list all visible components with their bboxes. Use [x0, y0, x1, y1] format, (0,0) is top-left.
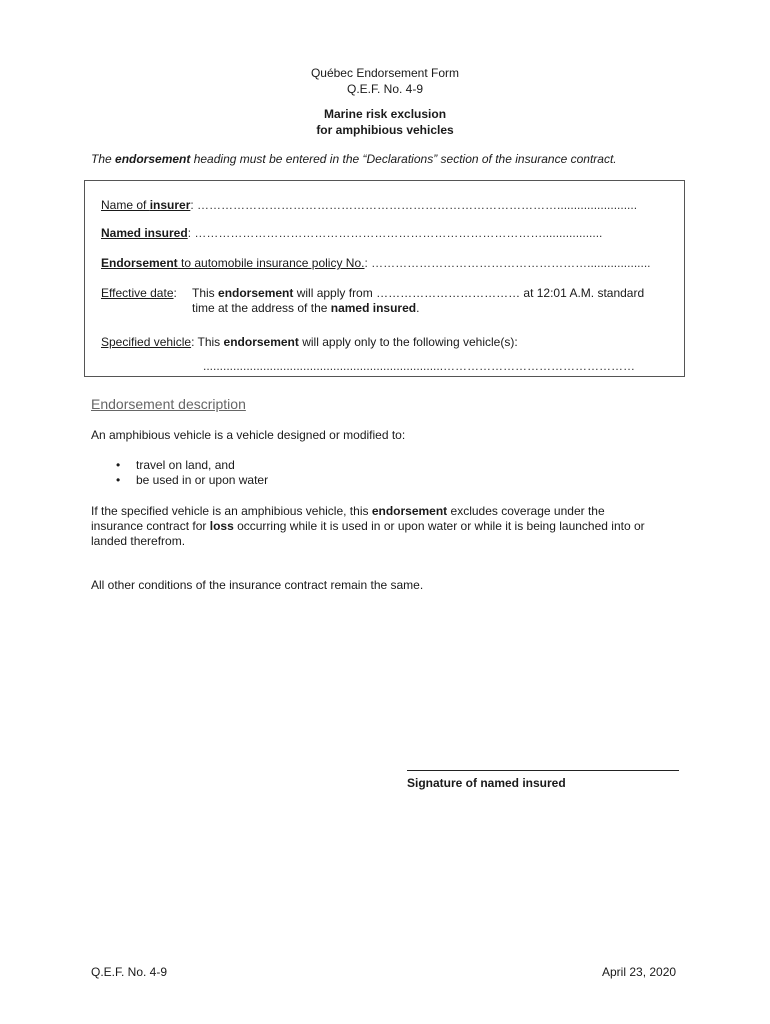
- signature-line[interactable]: [407, 770, 679, 771]
- signature-label: Signature of named insured: [407, 776, 566, 790]
- specified-vehicle-dots[interactable]: ........................................................................…………………………………………: [203, 359, 636, 373]
- named-insured-label: Named insured: [101, 226, 188, 240]
- specified-vehicle-label: Specified vehicle: [101, 335, 192, 349]
- insurer-dots: : ………………………………………………………………………………........................: [190, 198, 638, 212]
- bullet-icon: •: [116, 473, 121, 487]
- effective-date-field[interactable]: Effective date:: [101, 286, 177, 300]
- closing-statement: All other conditions of the insurance contract remain the same.: [91, 578, 424, 592]
- policy-number-field[interactable]: Endorsement to automobile insurance policy No.: ………………………………………………...................: [101, 256, 651, 270]
- exclusion-paragraph-line2: insurance contract for loss occurring while it is used in or upon water or while it is being launched into or: [91, 519, 645, 533]
- named-insured-field[interactable]: Named insured: ……………………………………………………………………………..................: [101, 226, 603, 240]
- form-subtitle-line2: for amphibious vehicles: [316, 123, 454, 137]
- footer-date: April 23, 2020: [602, 965, 677, 979]
- exclusion-paragraph-line3: landed therefrom.: [91, 534, 186, 548]
- specified-vehicle-field[interactable]: Specified vehicle: This endorsement will apply only to the following vehicle(s):: [101, 335, 518, 349]
- description-intro: An amphibious vehicle is a vehicle designed or modified to:: [91, 428, 406, 442]
- endorsement-description-heading: Endorsement description: [91, 396, 246, 412]
- bullet-icon: •: [116, 458, 121, 472]
- form-subtitle-line1: Marine risk exclusion: [323, 107, 447, 121]
- form-number: Q.E.F. No. 4-9: [346, 82, 424, 96]
- effective-date-label: Effective date: [101, 286, 174, 300]
- effective-date-text-line2: time at the address of the named insured.: [192, 301, 420, 315]
- exclusion-paragraph-line1: If the specified vehicle is an amphibious vehicle, this endorsement excludes coverage under the: [91, 504, 605, 518]
- instruction-text: The endorsement heading must be entered in the “Declarations” section of the insurance contract.: [91, 152, 617, 166]
- form-title: Québec Endorsement Form: [310, 66, 460, 80]
- footer-form-number: Q.E.F. No. 4-9: [91, 965, 168, 979]
- insurer-field[interactable]: Name of insurer: ………………………………………………………………………………........................: [101, 198, 638, 212]
- effective-date-text: This endorsement will apply from ……………………………… at 12:01 A.M. standard: [192, 286, 645, 300]
